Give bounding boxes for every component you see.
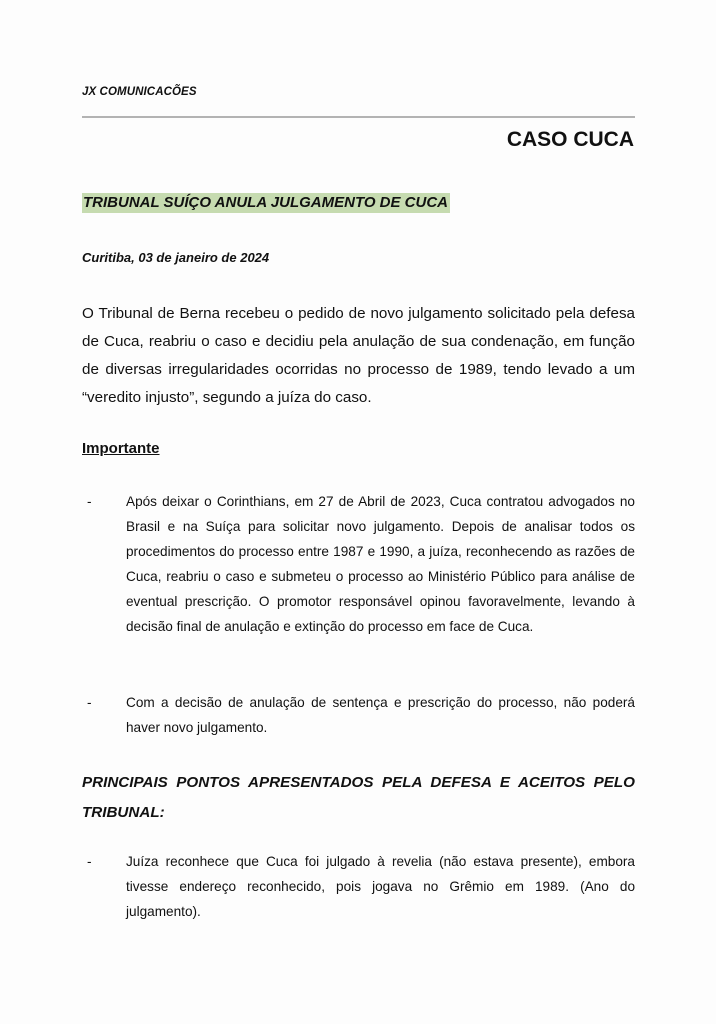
bullet-marker: - [87, 854, 92, 869]
list-item-text: Com a decisão de anulação de sentença e prescrição do processo, não poderá haver novo julgamento. [126, 695, 635, 735]
list-item-text: Juíza reconhece que Cuca foi julgado à revelia (não estava presente), embora tivesse endereço reconhecido, pois jogava no Grêmio em 1989. (Ano do julgamento). [126, 854, 635, 919]
list-item [82, 849, 635, 924]
company-name: JX COMUNICACÕES [82, 86, 197, 98]
list-item [82, 489, 635, 639]
list-item [82, 690, 635, 740]
header-rule [82, 116, 635, 118]
headline: TRIBUNAL SUÍÇO ANULA JULGAMENTO DE CUCA [83, 194, 449, 211]
dateline: Curitiba, 03 de janeiro de 2024 [82, 250, 270, 265]
section-heading-points: PRINCIPAIS PONTOS APRESENTADOS PELA DEFESA E ACEITOS PELO TRIBUNAL: [82, 774, 635, 821]
bullet-marker: - [87, 695, 92, 710]
intro-paragraph: O Tribunal de Berna recebeu o pedido de novo julgamento solicitado pela defesa de Cuca, reabriu o caso e decidiu pela anulação de sua condenação, em função de diversas irregularidades ocorridas no processo de 1989, tendo levado a um “veredito injusto”, segundo a juíza do caso. [82, 305, 635, 406]
bullet-marker: - [87, 494, 92, 509]
list-item-text: Após deixar o Corinthians, em 27 de Abril de 2023, Cuca contratou advogados no Brasil e na Suíça para solicitar novo julgamento. Depois de analisar todos os procedimentos do processo entre 1987 e 1990, a juíza, reconhecendo as razões de Cuca, reabriu o caso e submeteu o processo ao Ministério Público para análise de eventual prescrição. O promotor responsável opinou favoravelmente, levando à decisão final de anulação e extinção do processo em face de Cuca. [126, 494, 635, 634]
section-heading-important: Importante [82, 440, 160, 457]
document-title: CASO CUCA [506, 128, 634, 151]
